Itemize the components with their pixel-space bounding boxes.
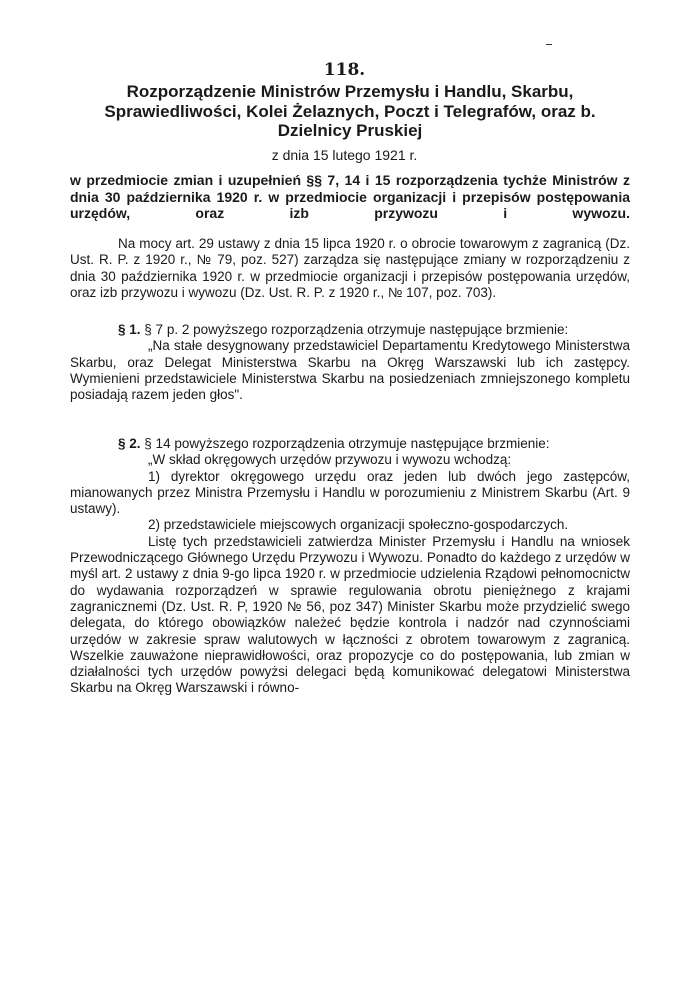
section-1-intro-text: § 7 p. 2 powyższego rozporządzenia otrzymuje następujące brzmienie:	[144, 322, 569, 337]
section-2-lead: „W skład okręgowych urzędów przywozu i wywozu wchodzą:	[148, 452, 512, 468]
document-subject: w przedmiocie zmian i uzupełnień §§ 7, 14 i 15 rozporządzenia tychże Ministrów z dnia 30 października 1920 r. w przedmiocie organizacji i przepisów postępowania urzędów, oraz izb przywozu i wywozu.	[70, 172, 630, 221]
section-2-item-2: 2) przedstawiciele miejscowych organizacji społeczno-gospodarczych.	[148, 517, 569, 533]
section-1	[70, 322, 630, 403]
section-2-intro-text: § 14 powyższego rozporządzenia otrzymuje następujące brzmienie:	[144, 436, 550, 451]
preamble-paragraph	[70, 236, 630, 301]
section-2-mark: § 2.	[118, 436, 141, 451]
section-2	[70, 436, 630, 697]
section-2-intro	[70, 436, 630, 452]
page-number: 118.	[323, 60, 366, 80]
document-title: Rozporządzenie Ministrów Przemysłu i Handlu, Skarbu, Sprawiedliwości, Kolei Żelaznych, Poczt i Telegrafów, oraz b. Dzielnicy Pruskiej	[104, 82, 596, 140]
scan-mark	[546, 44, 552, 45]
section-2-item-1: 1) dyrektor okręgowego urzędu oraz jeden lub dwóch jego zastępców, mianowanych przez Ministra Przemysłu i Handlu w porozumieniu z Ministrem Skarbu (Art. 9 ustawy).	[70, 468, 630, 517]
section-1-mark: § 1.	[118, 322, 141, 337]
section-1-intro	[70, 322, 630, 338]
document-date: z dnia 15 lutego 1921 r.	[271, 147, 418, 163]
section-1-quote: „Na stałe desygnowany przedstawiciel Departamentu Kredytowego Ministerstwa Skarbu, oraz Delegat Ministerstwa Skarbu na Okręg Warszawski lub ich zastępcy. Wymienieni przedstawiciele Ministerstwa Skarbu na posiedzeniach zmniejszonego kompletu posiadają razem jeden głos".	[70, 338, 630, 403]
preamble-text: Na mocy art. 29 ustawy z dnia 15 lipca 1920 r. o obrocie towarowym z zagranicą (Dz. Ust. R. P. z 1920 r., № 79, poz. 527) zarządza się następujące zmiany w rozporządzeniu z dnia 30 października 1920 r. w przedmiocie organizacji i przepisów postępowania urzędów, oraz izb przywozu i wywozu (Dz. Ust. R. P. z 1920 r., № 107, poz. 703).	[70, 236, 630, 300]
section-2-paragraph: Listę tych przedstawicieli zatwierdza Minister Przemysłu i Handlu na wniosek Przewodniczącego Głównego Urzędu Przywozu i Wywozu. Ponadto do każdego z urzędów w myśl art. 2 ustawy z dnia 9-go lipca 1920 r. w przedmiocie udzielenia Rządowi pełnomocnictw do wydawania rozporządzeń w sprawie regulowania obrotu pieniężnego z krajami zagranicznemi (Dz. Ust. R. P, 1920 № 56, poz 347) Minister Skarbu może przydzielić swego delegata, do którego obowiązków należeć będzie kontrola i nadzór nad czynnościami urzędów w zakresie spraw walutowych w łączności z obrotem towarowym z zagranicą. Wszelkie zauważone nieprawidłowości, oraz propozycje co do postępowania, lub zmian w działalności tych urzędów powyżsi delegaci będą komunikować delegatowi Ministerstwa Skarbu na Okręg Warszawski i równo-	[70, 533, 630, 696]
